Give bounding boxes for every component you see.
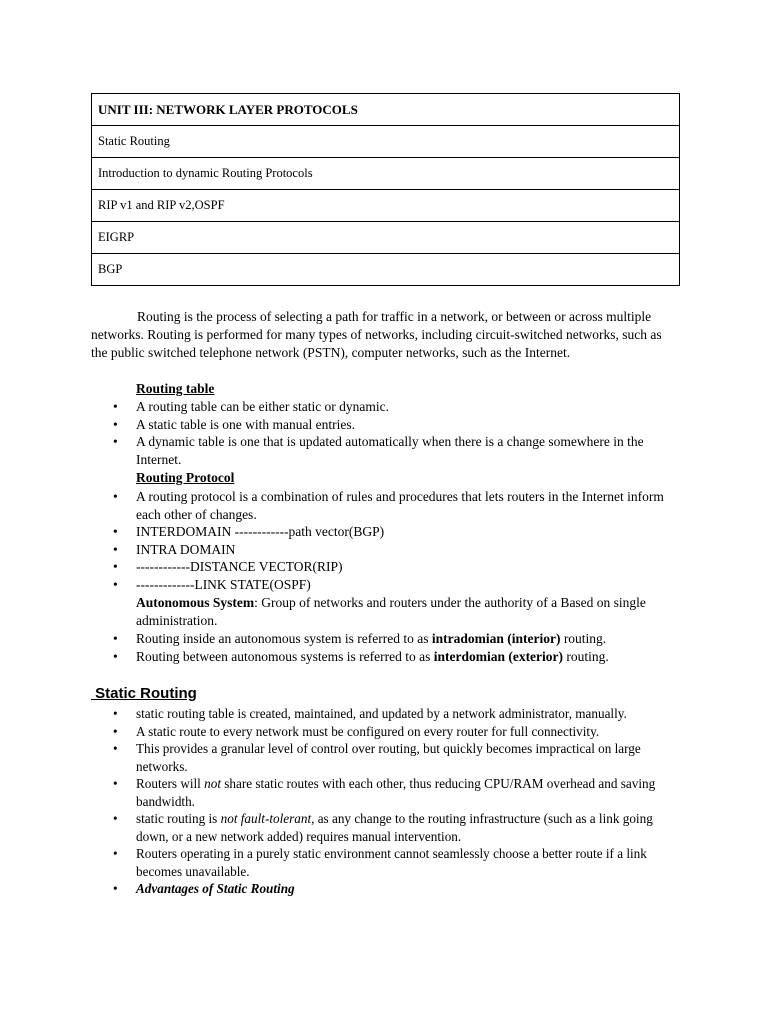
list-item: [113, 723, 681, 741]
list-item: • A static table is one with manual entries.: [113, 416, 681, 434]
unit-table-row: [92, 254, 680, 286]
item-text: static routing is: [136, 811, 221, 826]
routing-table-heading: Routing table: [136, 381, 215, 396]
list-item: • A routing table can be either static or dynamic.: [113, 398, 681, 416]
unit-topic: Introduction to dynamic Routing Protocols: [92, 158, 680, 190]
list-item: • INTRA DOMAIN: [113, 541, 681, 559]
autonomous-system-definition: [136, 594, 681, 629]
unit-table-row: [92, 222, 680, 254]
item-text: Routing between autonomous systems is referred to as: [136, 648, 434, 664]
unit-table-row: [92, 126, 680, 158]
static-routing-heading: [91, 684, 197, 704]
list-item: [113, 648, 681, 666]
item-text: static routing table is created, maintained, and updated by a network administrator, manually.: [136, 706, 627, 721]
item-text: Routers will: [136, 776, 205, 791]
static-routing-list: [113, 705, 681, 898]
unit-table-row: [92, 190, 680, 222]
list-item: [113, 630, 681, 648]
list-item: • ------------DISTANCE VECTOR(RIP): [113, 558, 681, 576]
autonomous-system-term: Autonomous System: [136, 595, 255, 610]
unit-topic: Static Routing: [92, 126, 680, 158]
list-item: • -------------LINK STATE(OSPF): [113, 576, 681, 594]
unit-topic: RIP v1 and RIP v2,OSPF: [92, 190, 680, 222]
intro-paragraph: Routing is the process of selecting a path for traffic in a network, or between or across multiple networks. Routing is performed for many types of networks, including circuit-switched networks, such as the public switched telephone network (PSTN), computer networks, such as the Internet.: [91, 309, 662, 360]
item-text: routing.: [560, 631, 607, 646]
item-text: Routing inside an autonomous system is referred to as: [136, 631, 432, 646]
unit-table-row: [92, 94, 680, 126]
unit-title: UNIT III: NETWORK LAYER PROTOCOLS: [92, 94, 680, 126]
list-item: • A dynamic table is one that is updated automatically when there is a change somewhere in the Internet.: [113, 433, 681, 468]
item-emphasis: not fault-tolerant: [220, 811, 312, 826]
unit-topic: EIGRP: [92, 222, 680, 254]
list-item: • INTERDOMAIN ------------path vector(BGP): [113, 523, 681, 541]
routing-table-list: [113, 398, 681, 468]
item-text: share static routes with each other, thus reducing CPU/RAM overhead and saving bandwidth.: [136, 776, 656, 809]
item-text: routing.: [563, 648, 609, 664]
item-text: This provides a granular level of control over routing, but quickly becomes impractical on large networks.: [136, 741, 641, 774]
list-item: [113, 810, 681, 845]
static-routing-heading-text: Static Routing: [95, 685, 197, 702]
list-item: [113, 775, 681, 810]
list-item: [113, 880, 681, 898]
list-item: • A routing protocol is a combination of rules and procedures that lets routers in the Internet inform each other of changes.: [113, 488, 681, 523]
item-bold: intradomian (interior): [431, 631, 561, 646]
item-text: , as any change to the routing infrastructure (such as a link going down, or a new network added) requires manual intervention.: [136, 811, 653, 844]
item-bold: interdomian (exterior): [433, 648, 564, 664]
item-emphasis: not: [204, 776, 221, 791]
list-item: [113, 705, 681, 723]
autonomous-system-text: : Group of networks and routers under the authority of a Based on single administration.: [136, 595, 646, 628]
advantages-heading: Advantages of Static Routing: [136, 881, 295, 896]
unit-table: [91, 93, 680, 286]
unit-table-row: [92, 158, 680, 190]
routing-protocol-list: [113, 488, 681, 593]
list-item: [113, 845, 681, 880]
autonomous-list: [113, 630, 681, 665]
list-item: [113, 740, 681, 775]
routing-protocol-heading: Routing Protocol: [136, 470, 235, 485]
unit-topic: BGP: [92, 254, 680, 286]
item-text: A static route to every network must be configured on every router for full connectivity.: [136, 723, 600, 739]
item-text: Routers operating in a purely static environment cannot seamlessly choose a better route if a link becomes unavailable.: [136, 846, 647, 879]
